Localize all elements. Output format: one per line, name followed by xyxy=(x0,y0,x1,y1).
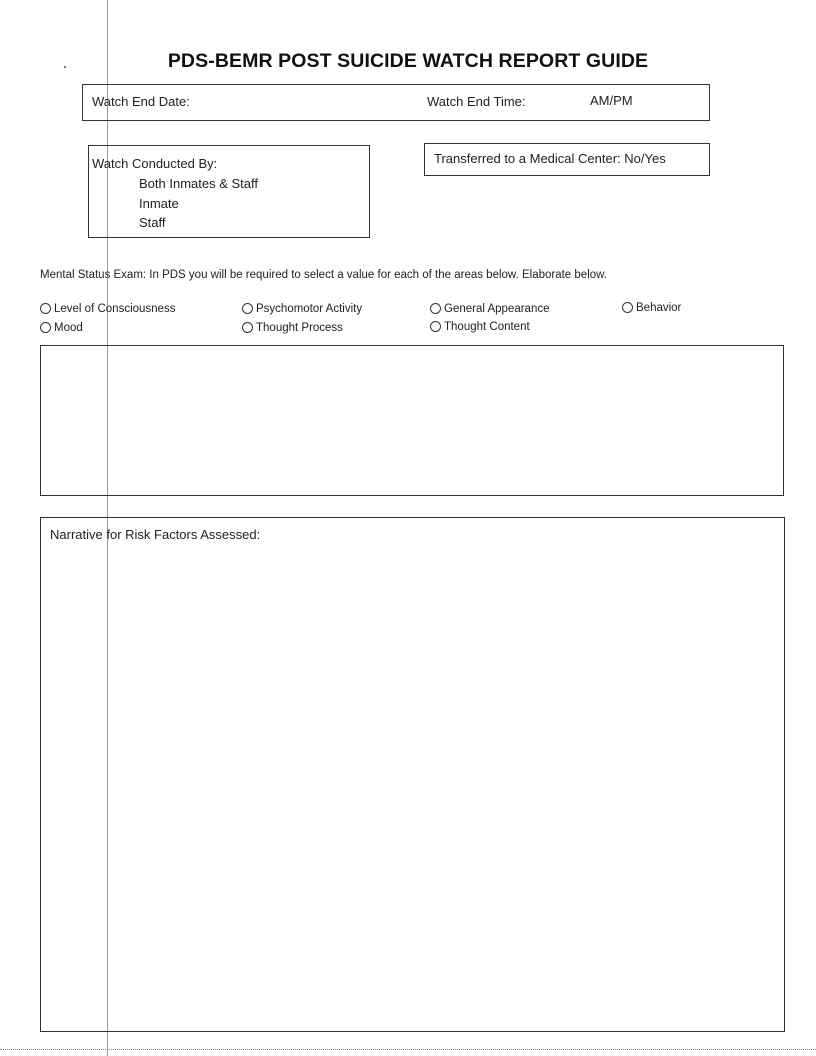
radio-icon[interactable] xyxy=(40,322,51,333)
radio-icon[interactable] xyxy=(242,322,253,333)
mse-option-general-appearance[interactable]: General Appearance xyxy=(430,303,550,315)
narrative-label: Narrative for Risk Factors Assessed: xyxy=(50,527,261,542)
mse-option-thought-process[interactable]: Thought Process xyxy=(242,322,343,334)
radio-icon[interactable] xyxy=(242,303,253,314)
watch-end-box xyxy=(82,84,710,121)
narrative-area[interactable] xyxy=(40,517,785,1032)
mental-status-instructions: Mental Status Exam: In PDS you will be required to select a value for each of the areas below. Elaborate below. xyxy=(40,269,608,281)
watch-option-both[interactable]: Both Inmates & Staff xyxy=(139,176,258,191)
radio-icon[interactable] xyxy=(430,321,441,332)
watch-conducted-box xyxy=(88,145,370,238)
mse-option-behavior[interactable]: Behavior xyxy=(622,302,681,314)
mental-status-elaboration-area[interactable] xyxy=(40,345,784,496)
mse-option-thought-content[interactable]: Thought Content xyxy=(430,321,530,333)
watch-end-date-label: Watch End Date: xyxy=(92,94,190,109)
watch-end-time-label: Watch End Time: xyxy=(427,94,526,109)
mse-option-psychomotor-activity[interactable]: Psychomotor Activity xyxy=(242,303,362,315)
transfer-box xyxy=(424,143,710,176)
radio-icon[interactable] xyxy=(622,302,633,313)
watch-option-inmate[interactable]: Inmate xyxy=(139,196,179,211)
mse-option-mood[interactable]: Mood xyxy=(40,322,83,334)
mse-option-level-of-consciousness[interactable]: Level of Consciousness xyxy=(40,303,175,315)
page-title: PDS-BEMR POST SUICIDE WATCH REPORT GUIDE xyxy=(167,50,649,72)
watch-option-staff[interactable]: Staff xyxy=(139,215,166,230)
transfer-label[interactable]: Transferred to a Medical Center: No/Yes xyxy=(434,151,666,166)
watch-conducted-label: Watch Conducted By: xyxy=(92,156,218,171)
radio-icon[interactable] xyxy=(430,303,441,314)
radio-icon[interactable] xyxy=(40,303,51,314)
page-bottom-edge xyxy=(0,1049,816,1050)
am-pm-label: AM/PM xyxy=(590,93,633,108)
